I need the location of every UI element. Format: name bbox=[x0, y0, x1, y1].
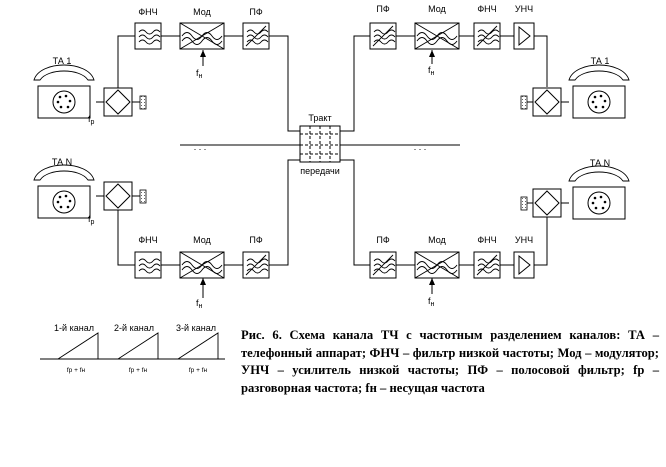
spectrum-diagram bbox=[40, 323, 225, 374]
telephone-set-ta1-left bbox=[34, 65, 94, 118]
chain-right-bottom bbox=[370, 158, 629, 308]
channel-2-label: 2-й канал bbox=[114, 323, 154, 333]
chain-right-top bbox=[370, 4, 629, 118]
telephone-set-ta1-right bbox=[569, 65, 629, 118]
hybrid-block bbox=[104, 182, 132, 210]
tan-label: ТА N bbox=[51, 157, 73, 167]
mod-label: Мод bbox=[193, 235, 211, 245]
lpf-label: ФНЧ bbox=[477, 4, 497, 14]
mod-label: Мод bbox=[193, 7, 211, 17]
lpf-block bbox=[135, 23, 161, 49]
path-label-top: Тракт bbox=[308, 113, 332, 123]
bpf-block bbox=[243, 252, 269, 278]
tan-label: ТА N bbox=[589, 158, 611, 168]
freq-label-3: fр + fн bbox=[188, 367, 208, 374]
path-label-bottom: передачи bbox=[300, 166, 340, 176]
amp-label: УНЧ bbox=[514, 4, 534, 14]
carrier-freq-label: $f_н$ bbox=[428, 65, 435, 77]
bpf-block bbox=[243, 23, 269, 49]
lpf-label: ФНЧ bbox=[138, 235, 158, 245]
bpf-label: ПФ bbox=[376, 235, 390, 245]
balance-load bbox=[521, 197, 527, 210]
hybrid-block bbox=[533, 88, 561, 116]
bpf-block bbox=[370, 252, 396, 278]
mod-label: Мод bbox=[428, 235, 446, 245]
carrier-freq-label: $f_н$ bbox=[196, 298, 203, 310]
lpf-label: ФНЧ bbox=[138, 7, 158, 17]
balance-load bbox=[140, 190, 146, 203]
balance-load bbox=[521, 96, 527, 109]
hybrid-block bbox=[533, 189, 561, 217]
ta1-label: ТА 1 bbox=[590, 56, 610, 66]
bpf-label: ПФ bbox=[249, 235, 263, 245]
modulator-block bbox=[415, 252, 459, 278]
chain-left-top bbox=[34, 7, 269, 126]
bpf-block bbox=[370, 23, 396, 49]
amplifier-block bbox=[514, 252, 534, 278]
hybrid-block bbox=[104, 88, 132, 116]
modulator-block bbox=[415, 23, 459, 49]
speech-freq-label: $f_р$ bbox=[88, 214, 95, 226]
ellipsis-right: . . . bbox=[413, 142, 427, 152]
chain-left-bottom bbox=[34, 157, 269, 310]
modulator-block bbox=[180, 23, 224, 49]
modulator-block bbox=[180, 252, 224, 278]
ellipsis-left: . . . bbox=[193, 142, 207, 152]
lpf-label: ФНЧ bbox=[477, 235, 497, 245]
mod-label: Мод bbox=[428, 4, 446, 14]
freq-label-2: fр + fн bbox=[128, 367, 148, 374]
lpf-block bbox=[135, 252, 161, 278]
ta1-label: ТА 1 bbox=[52, 56, 72, 66]
amp-label: УНЧ bbox=[514, 235, 534, 245]
carrier-freq-label: $f_н$ bbox=[428, 296, 435, 308]
transmission-path bbox=[300, 113, 340, 176]
telephone-set-tan-right bbox=[569, 166, 629, 219]
bpf-label: ПФ bbox=[376, 4, 390, 14]
figure-caption: Рис. 6. Схема канала ТЧ с частотным разделением каналов: ТА – телефонный аппарат; ФНЧ – фильтр низкой частоты; Мод – модулятор; УНЧ – усилитель низкой частоты; ПФ – полосовой фильтр; fр – разговорная частота; fн – несущая частота bbox=[241, 328, 659, 395]
balance-load bbox=[140, 96, 146, 109]
speech-freq-label: $f_р$ bbox=[88, 114, 95, 126]
telephone-set-tan-left bbox=[34, 165, 94, 218]
amplifier-block bbox=[514, 23, 534, 49]
carrier-freq-label: $f_н$ bbox=[196, 68, 203, 80]
bpf-label: ПФ bbox=[249, 7, 263, 17]
lpf-block bbox=[474, 23, 500, 49]
freq-label-1: fр + fн bbox=[66, 367, 86, 374]
channel-3-label: 3-й канал bbox=[176, 323, 216, 333]
channel-1-label: 1-й канал bbox=[54, 323, 94, 333]
lpf-block bbox=[474, 252, 500, 278]
